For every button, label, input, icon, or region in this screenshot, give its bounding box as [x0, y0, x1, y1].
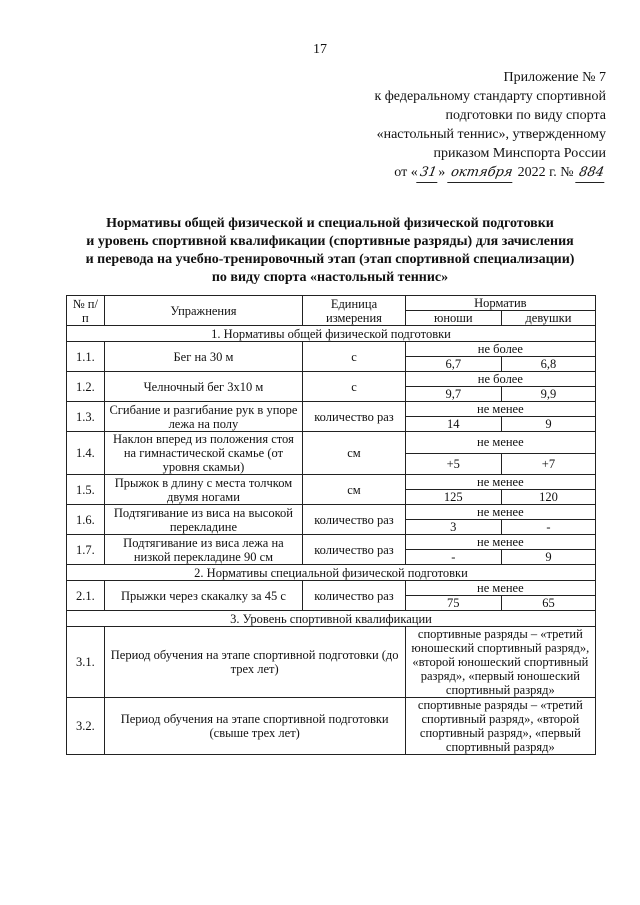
- row-boys-value: +5: [405, 453, 501, 475]
- header-unit: Единица измерения: [303, 296, 405, 326]
- row-unit: количество раз: [303, 581, 405, 611]
- row-condition: не менее: [405, 402, 595, 417]
- row-girls-value: 65: [501, 596, 595, 611]
- date-mid: »: [438, 165, 446, 180]
- row-girls-value: 9,9: [501, 387, 595, 402]
- row-condition: не менее: [405, 535, 595, 550]
- row-boys-value: 9,7: [405, 387, 501, 402]
- row-girls-value: 120: [501, 490, 595, 505]
- row-condition: не более: [405, 342, 595, 357]
- row-boys-value: 6,7: [405, 357, 501, 372]
- row-exercise: Подтягивание из виса лежа на низкой перекладине 90 см: [104, 535, 303, 565]
- order-date-line: [276, 163, 606, 183]
- row-unit: с: [303, 372, 405, 402]
- row-exercise: Прыжок в длину с места толчком двумя ногами: [104, 475, 303, 505]
- row-unit: см: [303, 475, 405, 505]
- row-condition: не менее: [405, 432, 595, 454]
- appendix-block: [276, 68, 606, 183]
- row-ranks: спортивные разряды – «третий юношеский спортивный разряд», «второй юношеский спортивный разряд», «первый юношеский спортивный разряд»: [405, 627, 595, 698]
- appendix-line: «настольный теннис», утвержденному: [376, 127, 606, 142]
- title-line: Нормативы общей физической и специальной физической подготовки: [106, 216, 554, 231]
- row-condition: не менее: [405, 581, 595, 596]
- row-num: 1.4.: [67, 432, 105, 475]
- row-boys-value: 3: [405, 520, 501, 535]
- row-num: 1.1.: [67, 342, 105, 372]
- row-unit: количество раз: [303, 505, 405, 535]
- row-exercise: Прыжки через скакалку за 45 с: [104, 581, 303, 611]
- row-unit: см: [303, 432, 405, 475]
- row-exercise: Подтягивание из виса на высокой перекладине: [104, 505, 303, 535]
- appendix-line: к федеральному стандарту спортивной: [374, 89, 606, 104]
- header-boys: юноши: [405, 311, 501, 326]
- row-girls-value: 9: [501, 417, 595, 432]
- row-unit: количество раз: [303, 535, 405, 565]
- row-boys-value: 75: [405, 596, 501, 611]
- row-girls-value: 6,8: [501, 357, 595, 372]
- header-norm: Норматив: [405, 296, 595, 311]
- row-exercise: Период обучения на этапе спортивной подготовки (свыше трех лет): [104, 698, 405, 755]
- row-boys-value: -: [405, 550, 501, 565]
- row-num: 1.5.: [67, 475, 105, 505]
- row-num: 3.2.: [67, 698, 105, 755]
- row-exercise: Бег на 30 м: [104, 342, 303, 372]
- section-title: 2. Нормативы специальной физической подготовки: [67, 565, 596, 581]
- date-year: 2022 г. №: [517, 165, 574, 180]
- row-boys-value: 125: [405, 490, 501, 505]
- header-exercise: Упражнения: [104, 296, 303, 326]
- row-num: 1.3.: [67, 402, 105, 432]
- row-exercise: Челночный бег 3х10 м: [104, 372, 303, 402]
- section-title: 1. Нормативы общей физической подготовки: [67, 326, 596, 342]
- row-num: 1.2.: [67, 372, 105, 402]
- row-girls-value: +7: [501, 453, 595, 475]
- page-number: 17: [313, 42, 327, 57]
- appendix-line: подготовки по виду спорта: [445, 108, 606, 123]
- row-girls-value: -: [501, 520, 595, 535]
- document-title: [40, 215, 620, 287]
- section-title: 3. Уровень спортивной квалификации: [67, 611, 596, 627]
- row-ranks: спортивные разряды – «третий спортивный разряд», «второй спортивный разряд», «первый спортивный разряд»: [405, 698, 595, 755]
- row-condition: не более: [405, 372, 595, 387]
- appendix-line: приказом Минспорта России: [433, 146, 606, 161]
- row-condition: не менее: [405, 505, 595, 520]
- title-line: и перевода на учебно-тренировочный этап (этап спортивной специализации): [85, 252, 575, 267]
- handwritten-order-number: 884: [575, 163, 607, 183]
- row-condition: не менее: [405, 475, 595, 490]
- row-exercise: Сгибание и разгибание рук в упоре лежа на полу: [104, 402, 303, 432]
- title-line: по виду спорта «настольный теннис»: [211, 270, 449, 285]
- row-num: 1.7.: [67, 535, 105, 565]
- row-boys-value: 14: [405, 417, 501, 432]
- norms-table: [66, 295, 596, 755]
- row-exercise: Период обучения на этапе спортивной подготовки (до трех лет): [104, 627, 405, 698]
- title-line: и уровень спортивной квалификации (спортивные разряды) для зачисления: [86, 234, 574, 249]
- handwritten-month: октября: [447, 163, 516, 183]
- header-girls: девушки: [501, 311, 595, 326]
- appendix-line: Приложение № 7: [503, 70, 606, 85]
- row-unit: с: [303, 342, 405, 372]
- handwritten-day: 31: [416, 163, 440, 183]
- date-prefix: от «: [394, 165, 418, 180]
- row-girls-value: 9: [501, 550, 595, 565]
- row-num: 3.1.: [67, 627, 105, 698]
- row-unit: количество раз: [303, 402, 405, 432]
- row-num: 1.6.: [67, 505, 105, 535]
- header-num: № п/п: [67, 296, 105, 326]
- row-exercise: Наклон вперед из положения стоя на гимнастической скамье (от уровня скамьи): [104, 432, 303, 475]
- row-num: 2.1.: [67, 581, 105, 611]
